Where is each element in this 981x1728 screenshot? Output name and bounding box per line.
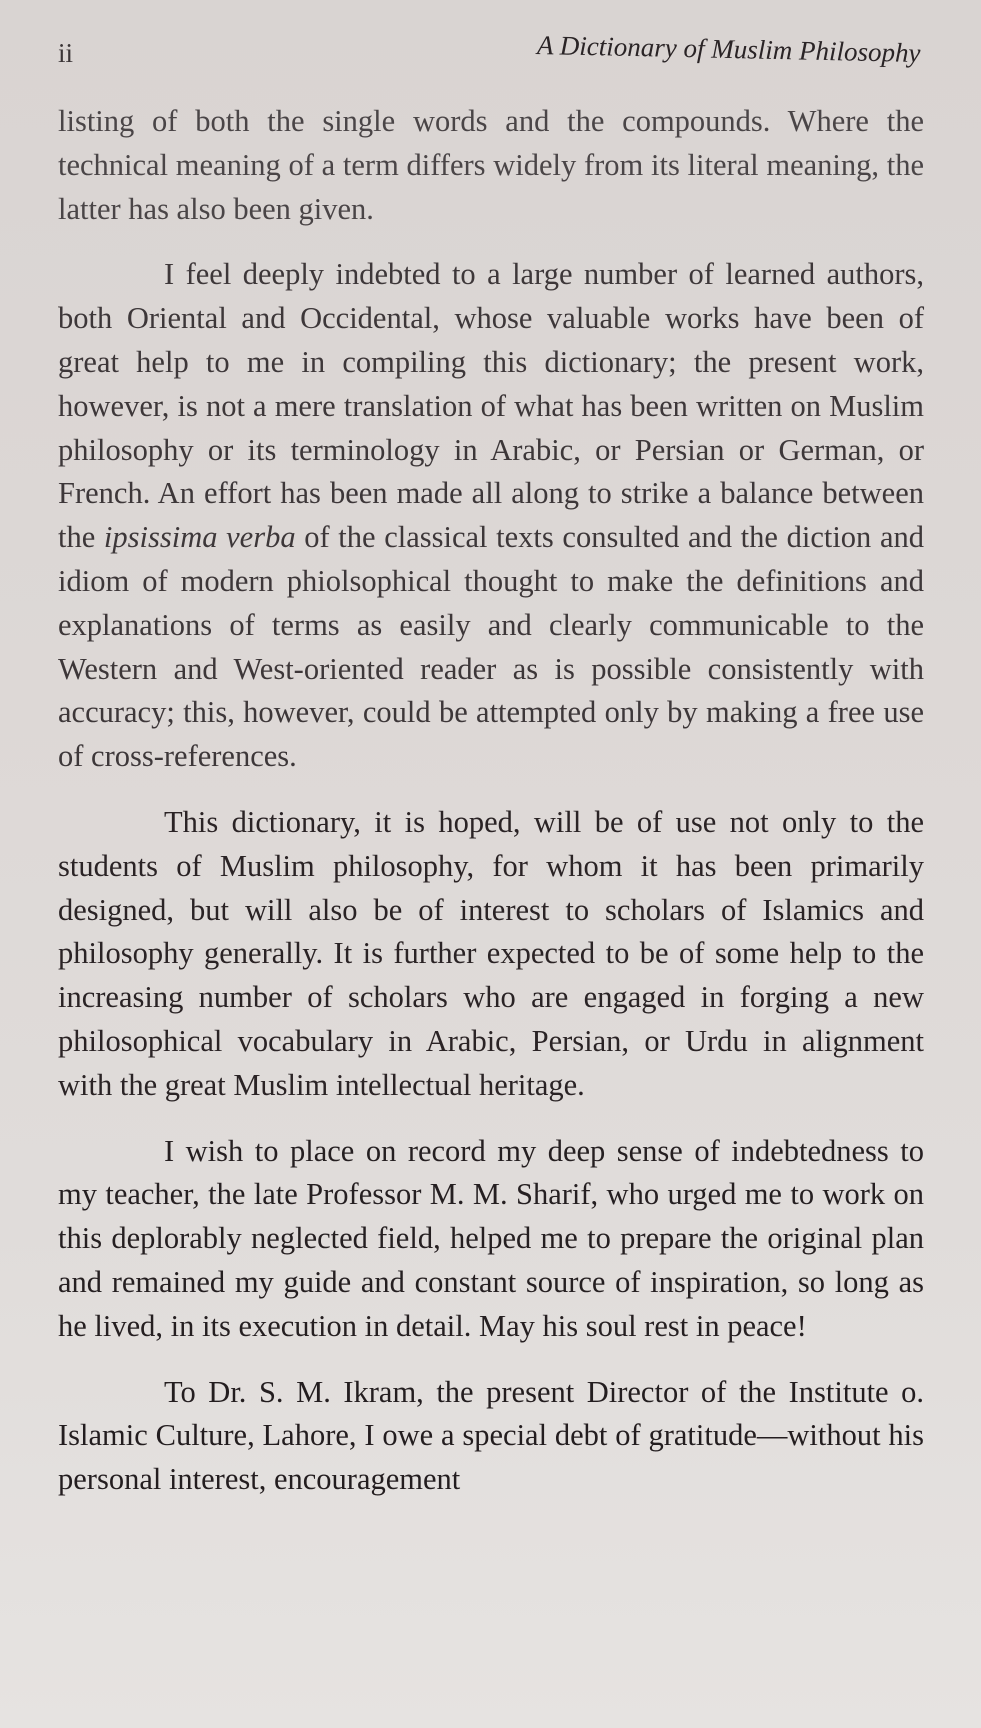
page-number: ii xyxy=(58,38,74,68)
running-title: A Dictionary of Muslim Philosophy xyxy=(536,29,921,68)
paragraph-2-text-start: I feel deeply indebted to a large number of learned authors, both Oriental and Occidental, whose valuable works have been of great help to me in compiling this dictionary; the present work, however, is not a mere translation of what has been written on Muslim philosophy or its terminology in Arabic, or Persian or German, or French. An effort has been made all along to strike a balance between the xyxy=(58,257,924,555)
paragraph-4-text: I wish to place on record my deep sense of indebtedness to my teacher, the late Professor M. M. Sharif, who urged me to work on this deplorably neglected field, helped me to prepare the original plan and remained my guide and constant source of inspiration, so long as he lived, in its execution in detail. May his soul rest in peace! xyxy=(58,1133,924,1343)
running-head xyxy=(58,29,921,78)
paragraph-2 xyxy=(58,253,924,779)
paragraph-3-text: This dictionary, it is hoped, will be of use not only to the students of Muslim philosophy, for whom it has been primarily designed, but will also be of interest to scholars of Islamics and philosophy generally. It is further expected to be of some help to the increasing number of scholars who are engaged in forging a new philosophical vocabulary in Arabic, Persian, or Urdu in alignment with the great Muslim intellectual heritage. xyxy=(58,804,924,1102)
body-text xyxy=(58,100,924,1524)
paragraph-4 xyxy=(58,1130,924,1349)
paragraph-5 xyxy=(58,1371,924,1502)
paragraph-1-text: listing of both the single words and the compounds. Where the technical meaning of a term differs widely from its literal meaning, the latter has also been given. xyxy=(58,104,924,226)
paragraph-3 xyxy=(58,801,924,1108)
paragraph-1 xyxy=(58,100,924,231)
paragraph-2-italic-phrase: ipsissima verba xyxy=(103,520,296,555)
paragraph-5-text: To Dr. S. M. Ikram, the present Director of the Institute o. Islamic Culture, Lahore, I owe a special debt of gratitude—without his personal interest, encouragement xyxy=(58,1374,924,1497)
paragraph-2-text-end: of the classical texts consulted and the diction and idiom of modern phiolsophical thought to make the definitions and explanations of terms as easily and clearly communicable to the Western and West-oriented reader as is possible consistently with accuracy; this, however, could be attempted only by making a free use of cross-references. xyxy=(58,520,924,774)
